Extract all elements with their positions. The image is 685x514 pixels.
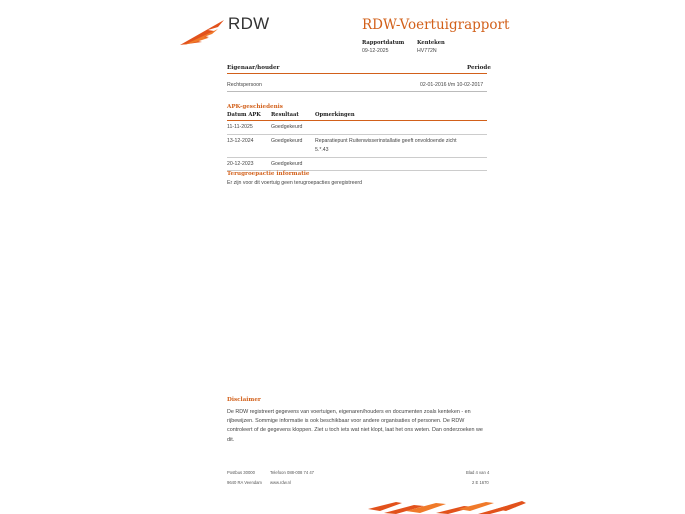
row-datum: 11-11-2025 <box>227 121 271 135</box>
row-resultaat: Goedgekeurd <box>271 121 315 135</box>
eigenaar-value: Rechtspersoon <box>227 82 262 88</box>
table-row <box>227 134 487 157</box>
terugroep-section-title: Terugroepactie informatie <box>227 171 310 177</box>
disclaimer-title: Disclaimer <box>227 397 261 403</box>
kenteken-value: HV772N <box>417 48 437 54</box>
report-title: RDW-Voertuigrapport <box>362 17 510 33</box>
col-datum: Datum APK <box>227 112 271 121</box>
footer-postbus: Postbus 30000 <box>227 470 255 475</box>
row-opmerking <box>315 121 487 135</box>
rapportdatum-label: Rapportdatum <box>362 40 405 46</box>
footer-blad: Blad 4 van 4 <box>466 470 490 475</box>
row-datum: 13-12-2024 <box>227 134 271 157</box>
brand-name: RDW <box>228 14 270 33</box>
row-resultaat: Goedgekeurd <box>271 157 315 171</box>
row-resultaat: Goedgekeurd <box>271 134 315 157</box>
kenteken-label: Kenteken <box>417 40 445 46</box>
apk-table <box>227 112 487 171</box>
footer-website[interactable]: www.rdw.nl <box>270 480 291 485</box>
periode-value: 02-01-2016 t/m 10-02-2017 <box>420 82 484 88</box>
rapportdatum-value: 09-12-2025 <box>362 48 389 54</box>
eigenaar-header: Eigenaar/houder <box>227 65 280 71</box>
rdw-stripes-icon <box>366 497 526 514</box>
footer-telefoon: Telefoon 088-008 74 47 <box>270 470 315 475</box>
table-row <box>227 157 487 171</box>
row-datum: 20-12-2023 <box>227 157 271 171</box>
col-resultaat: Resultaat <box>271 112 315 121</box>
apk-section-title: APK-geschiedenis <box>227 104 283 110</box>
table-row <box>227 121 487 135</box>
col-opmerkingen: Opmerkingen <box>315 112 487 121</box>
owner-divider <box>227 73 487 74</box>
disclaimer-text: De RDW registreert gegevens van voertuigen, eigenaren/houders en documenten zoals kenteken - en rijbewijzen. Sommige informatie is ook beschikbaar voor andere organisaties of personen. De RDW controleert of de gegevens kloppen. Ziet u toch iets wat niet klopt, laat het ons weten. Dan onderzoeken we dit. <box>227 409 483 443</box>
footer-code: 2 E 1670 <box>472 480 489 485</box>
terugroep-text: Er zijn voor dit voertuig geen terugroepacties geregistreerd <box>227 180 362 186</box>
apk-table-header <box>227 112 487 121</box>
periode-header: Periode <box>467 65 491 71</box>
row-opmerking: Reparatiepunt Ruitenwisserinstallatie geeft onvoldoende zicht 5.*.43 <box>315 134 487 157</box>
row-opmerking <box>315 157 487 171</box>
footer-plaats: 9640 RA Veendam <box>227 480 262 485</box>
rdw-logo-icon <box>178 18 226 48</box>
owner-row-divider <box>227 91 487 92</box>
